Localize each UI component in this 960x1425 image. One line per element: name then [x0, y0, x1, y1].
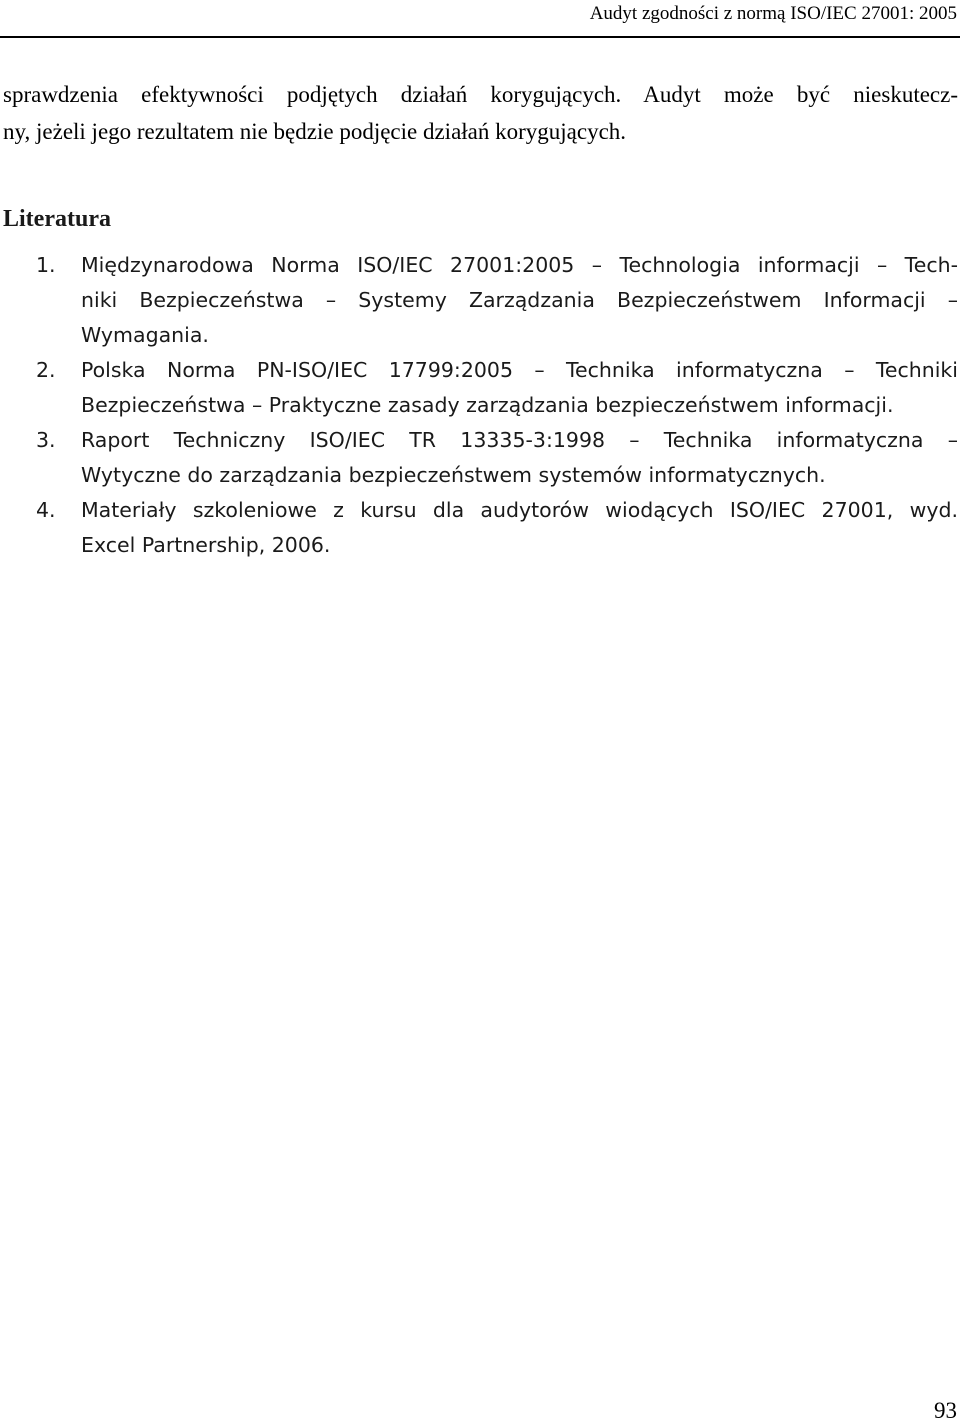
body-paragraph: [3, 76, 958, 150]
literature-heading: Literatura: [3, 206, 111, 232]
reference-line: Raport Techniczny ISO/IEC TR 13335-3:1998 – Technika informatyczna –: [81, 428, 958, 452]
running-header: [0, 0, 960, 38]
reference-list: [0, 248, 958, 563]
reference-line: niki Bezpieczeństwa – Systemy Zarządzania Bezpieczeństwem Informacji –: [81, 288, 958, 312]
reference-item: [0, 493, 958, 563]
reference-number: 2.: [36, 358, 56, 382]
running-title: Audyt zgodności z normą ISO/IEC 27001: 2005: [589, 3, 957, 24]
reference-item: [0, 353, 958, 423]
reference-number: 4.: [36, 498, 56, 522]
reference-number: 3.: [36, 428, 56, 452]
reference-line: Materiały szkoleniowe z kursu dla audytorów wiodących ISO/IEC 27001, wyd.: [81, 498, 958, 522]
reference-item: [0, 423, 958, 493]
reference-line: Wymagania.: [81, 323, 209, 347]
paragraph-line: ny, jeżeli jego rezultatem nie będzie podjęcie działań korygujących.: [3, 119, 627, 144]
reference-line: Excel Partnership, 2006.: [81, 533, 331, 557]
reference-line: Bezpieczeństwa – Praktyczne zasady zarządzania bezpieczeństwem informacji.: [81, 393, 894, 417]
reference-number: 1.: [36, 253, 56, 277]
reference-line: Polska Norma PN-ISO/IEC 17799:2005 – Technika informatyczna – Techniki: [81, 358, 958, 382]
reference-line: Międzynarodowa Norma ISO/IEC 27001:2005 – Technologia informacji – Tech-: [81, 253, 958, 277]
page-number: 93: [934, 1398, 957, 1423]
reference-item: [0, 248, 958, 353]
reference-line: Wytyczne do zarządzania bezpieczeństwem systemów informatycznych.: [81, 463, 826, 487]
paragraph-line: sprawdzenia efektywności podjętych działań korygujących. Audyt może być nieskutecz-: [3, 82, 958, 107]
